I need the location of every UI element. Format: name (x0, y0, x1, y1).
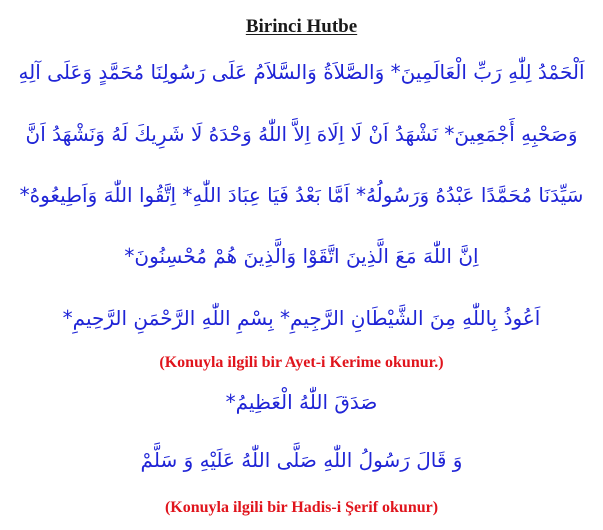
sermon-title: Birinci Hutbe (245, 16, 358, 37)
arabic-line-3: سَيِّدَنَا مُحَمَّدًا عَبْدُهُ وَرَسُولُهُ* اَمَّا بَعْدُ فَيَا عِبَادَ اللّٰهِ* اِتَّقُوا اللّٰهَ وَاَطِيعُوهُ* (19, 183, 584, 207)
hadis-instruction-note: (Konuyla ilgili bir Hadis-i Şerif okunur) (164, 499, 439, 516)
arabic-line-2: وَصَحْبِهِ أَجْمَعِينَ* نَشْهَدُ اَنْ لَا اِلَاهَ اِلاَّ اللّٰهُ وَحْدَهُ لَا شَرِيكَ لَهُ وَنَشْهَدُ اَنَّ (25, 122, 578, 146)
arabic-closing-line-2: وَ قَالَ رَسُولُ اللّٰهِ صَلَّى اللّٰهُ عَلَيْهِ وَ سَلَّمْ (140, 448, 463, 472)
ayet-instruction-note: (Konuyla ilgili bir Ayet-i Kerime okunur.) (159, 354, 444, 371)
arabic-line-1: اَلْحَمْدُ لِلّٰهِ رَبِّ الْعَالَمِينَ* وَالصَّلاَةُ وَالسَّلاَمُ عَلَى رَسُولِنَا مُحَمَّدٍ وَعَلَى آلِهِ (18, 60, 585, 84)
arabic-line-4: اِنَّ اللّٰهَ مَعَ الَّذِينَ اتَّقَوْا وَالَّذِينَ هُمْ مُحْسِنُونَ* (124, 244, 479, 268)
arabic-closing-line-1: صَدَقَ اللّٰهُ الْعَظِيمُ* (225, 390, 378, 414)
arabic-line-5: اَعُوذُ بِاللّٰهِ مِنَ الشَّيْطَانِ الرَّجِيمِ* بِسْمِ اللّٰهِ الرَّحْمَنِ الرَّحِيمِ* (62, 306, 541, 330)
